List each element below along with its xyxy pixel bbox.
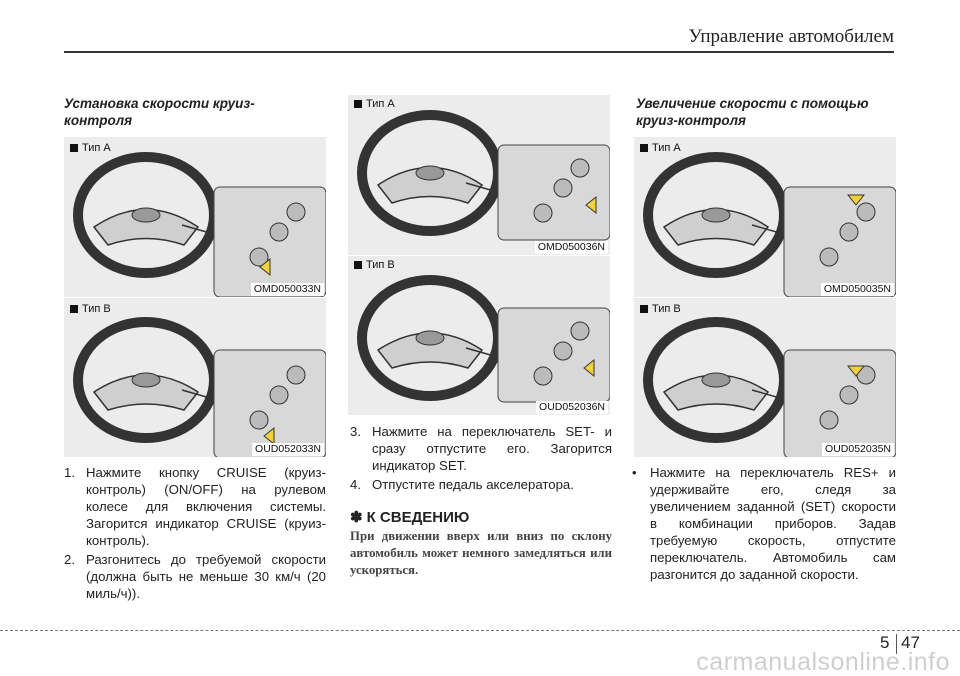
steering-wheel-illustration xyxy=(634,137,896,297)
page-number: 47 xyxy=(901,633,920,652)
square-bullet-icon xyxy=(640,305,648,313)
running-header-title: Управление автомобилем xyxy=(688,26,894,47)
note-body: При движении вверх или вниз по склону автомобиль может немного замедляться или ускоряться. xyxy=(350,529,612,577)
header-rule xyxy=(64,51,894,53)
figure-code: OUD052036N xyxy=(536,401,608,414)
figure-type-label: Тип A xyxy=(640,142,681,154)
list-item: 3. Нажмите на переключатель SET- и сразу отпустите его. Загорится индикатор SET. xyxy=(350,424,612,473)
list-item: 1. Нажмите кнопку CRUISE (круиз-контроль) (ON/OFF) на рулевом колесе для включения системы. Загорится индикатор CRUISE (круиз-контроль). xyxy=(64,465,326,548)
chapter-number: 5 xyxy=(880,633,890,652)
figure-set-type-a xyxy=(64,137,326,297)
section-title-setting: Установка скорости круиз-контроля xyxy=(64,96,255,128)
figure-type-label: Тип A xyxy=(70,142,111,154)
steering-wheel-illustration xyxy=(64,298,326,457)
figure-code: OMD050035N xyxy=(821,283,894,296)
list-item: • Нажмите на переключатель RES+ и удерживайте его, следя за увеличением заданной (SET) скорости в комбинации приборов. Задав требуемую скорость, отпустите переключатель. Автомобиль сам разгонится до заданной скорости. xyxy=(632,465,896,582)
list-item: 2. Разгонитесь до требуемой скорости (должна быть не меньше 30 км/ч (20 миль/ч)). xyxy=(64,552,326,601)
figure-type-label: Тип A xyxy=(354,98,395,110)
figure-mid-type-a xyxy=(348,95,610,255)
square-bullet-icon xyxy=(640,144,648,152)
figure-increase-type-b xyxy=(634,297,896,457)
bullet-icon: • xyxy=(632,465,637,480)
figure-set-type-b xyxy=(64,297,326,457)
square-bullet-icon xyxy=(70,305,78,313)
figure-code: OUD052033N xyxy=(252,443,324,456)
footer-rule xyxy=(0,630,960,631)
square-bullet-icon xyxy=(354,100,362,108)
figure-code: OUD052035N xyxy=(822,443,894,456)
square-bullet-icon xyxy=(70,144,78,152)
bullets-list-right xyxy=(632,464,896,585)
steps-list-middle xyxy=(350,423,612,495)
note-heading: ✽ К СВЕДЕНИЮ xyxy=(350,508,470,526)
figure-increase-type-a xyxy=(634,137,896,297)
figure-code: OMD050036N xyxy=(535,241,608,254)
list-item: 4. Отпустите педаль акселератора. xyxy=(350,477,574,492)
steering-wheel-illustration xyxy=(348,95,610,255)
section-title-increase: Увеличение скорости с помощью круиз-контроля xyxy=(636,96,869,128)
figure-mid-type-b xyxy=(348,255,610,415)
figure-type-label: Тип B xyxy=(70,303,111,315)
steering-wheel-illustration xyxy=(348,256,610,415)
square-bullet-icon xyxy=(354,261,362,269)
figure-code: OMD050033N xyxy=(251,283,324,296)
steering-wheel-illustration xyxy=(634,298,896,457)
watermark-text: carmanualsonline.info xyxy=(696,648,950,676)
asterisk-icon: ✽ xyxy=(350,509,363,526)
figure-type-label: Тип B xyxy=(640,303,681,315)
figure-type-label: Тип B xyxy=(354,259,395,271)
steps-list-left xyxy=(64,464,326,604)
steering-wheel-illustration xyxy=(64,137,326,297)
